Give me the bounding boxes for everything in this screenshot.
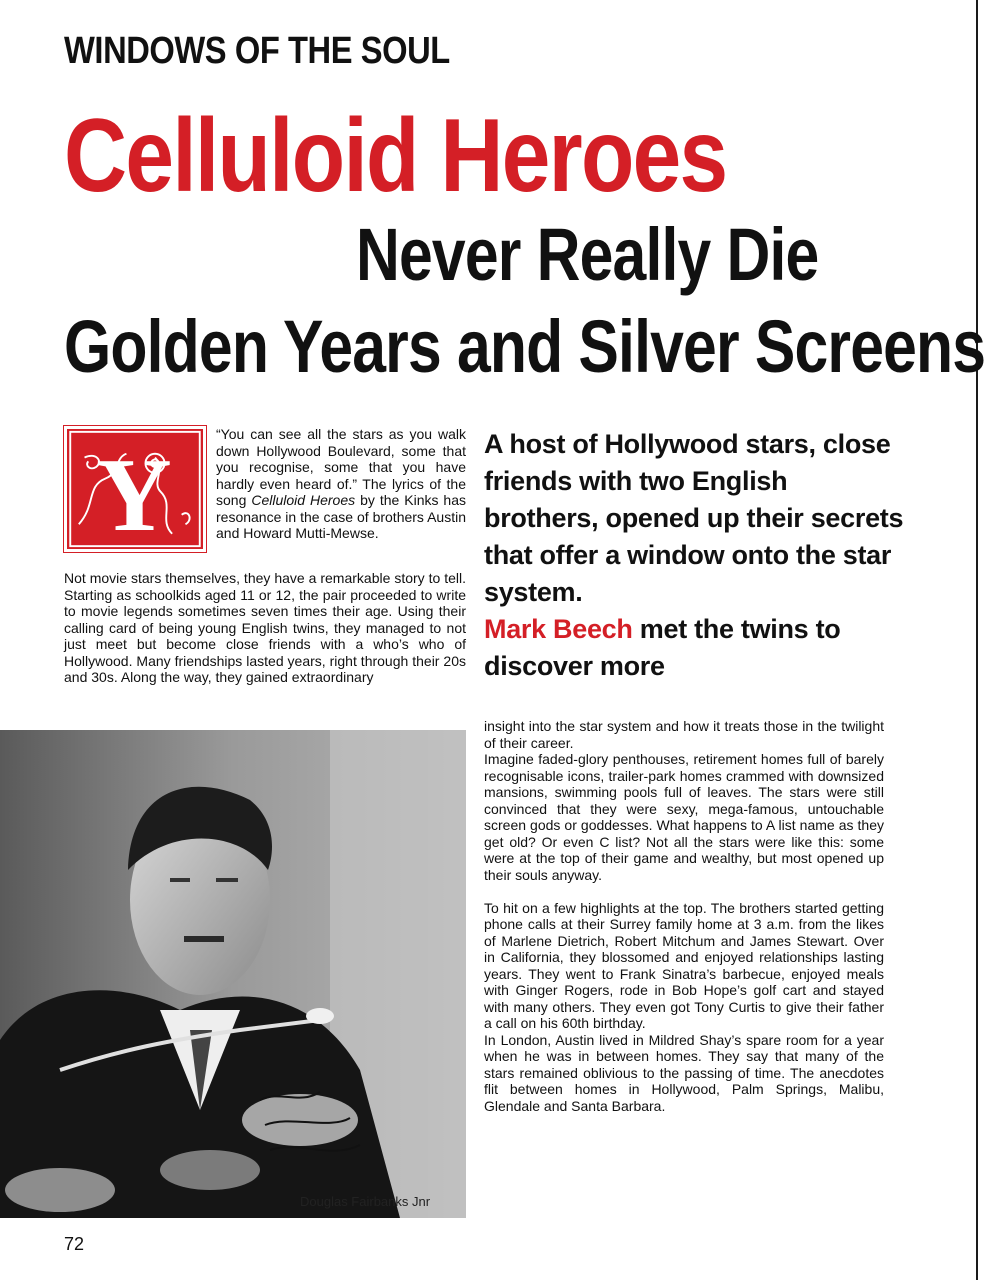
- body-paragraph: insight into the star system and how it treats those in the twilight of their career.: [484, 718, 884, 751]
- author-name: Mark Beech: [484, 614, 633, 644]
- intro-paragraph-start: “You can see all the stars as you walk down Hollywood Boulevard, some that you recognise, some that you have hardly even heard of.” The lyrics of the song Celluloid Heroes by the Kinks has resonance in the case of brothers Austin and Howard Mutti-Mewse.: [216, 426, 467, 541]
- standfirst: A host of Hollywood stars, close friends with two English brothers, opened up their secrets that offer a window onto the star system. Mark Beech met the twins to discover more: [484, 429, 904, 681]
- photo-caption: Douglas Fairbanks Jnr: [300, 1194, 431, 1209]
- subheadline: Golden Years and Silver Screens: [64, 305, 986, 388]
- portrait-photo-icon: [0, 730, 466, 1218]
- svg-text:Y: Y: [95, 436, 172, 549]
- body-column: [484, 718, 884, 1114]
- page-number: 72: [64, 1234, 85, 1254]
- body-paragraph: Imagine faded-glory penthouses, retirement homes full of barely recognisable icons, trailer-park homes crammed with downsized mansions, swimming pools full of leaves. The stars were still convinced that they were sexy, mega-famous, untouchable screen gods or goddesses. What happens to A list name as they get old? Or even C list? Not all the stars were like this: some were at the top of their game and wealthy, but most opened up their souls anyway.: [484, 751, 884, 883]
- song-title: Celluloid Heroes: [251, 492, 356, 508]
- page-edge-rule: [976, 0, 978, 1280]
- ornament-y-icon: [67, 429, 203, 549]
- portrait-photo: [0, 730, 466, 1218]
- body-paragraph: In London, Austin lived in Mildred Shay’s spare room for a year when he was in between homes. They say that many of the stars remained oblivious to the passing of time. The anecdotes flit between homes in Hollywood, Palm Springs, Malibu, Glendale and Santa Barbara.: [484, 1031, 884, 1114]
- body-paragraph: To hit on a few highlights at the top. The brothers started getting phone calls at their Surrey family home at 3 a.m. from the likes of Marlene Dietrich, Robert Mitchum and James Stewart. Over in California, they blossomed and enjoyed relationships lasting years. They went to Frank Sinatra’s barbecue, enjoyed meals with Ginger Rogers, rode in Bob Hope’s golf cart and stayed with many others. They even got Tony Curtis to give their father a call on his 60th birthday.: [484, 899, 884, 1031]
- intro-paragraph: Not movie stars themselves, they have a remarkable story to tell. Starting as schoolkids aged 11 or 12, the pair proceeded to write to movie legends sometimes seven times their age. Using their calling card of being young English twins, they managed to not just meet but become close friends with a who’s who of Hollywood. Many friendships lasted years, right through their 20s and 30s. Along the way, they gained extraordinary: [64, 570, 466, 685]
- headline: Celluloid Heroes: [64, 98, 727, 214]
- section-kicker: WINDOWS OF THE SOUL: [64, 30, 450, 72]
- dropcap-y: [64, 426, 206, 552]
- headline-line-2: Never Really Die: [356, 213, 819, 296]
